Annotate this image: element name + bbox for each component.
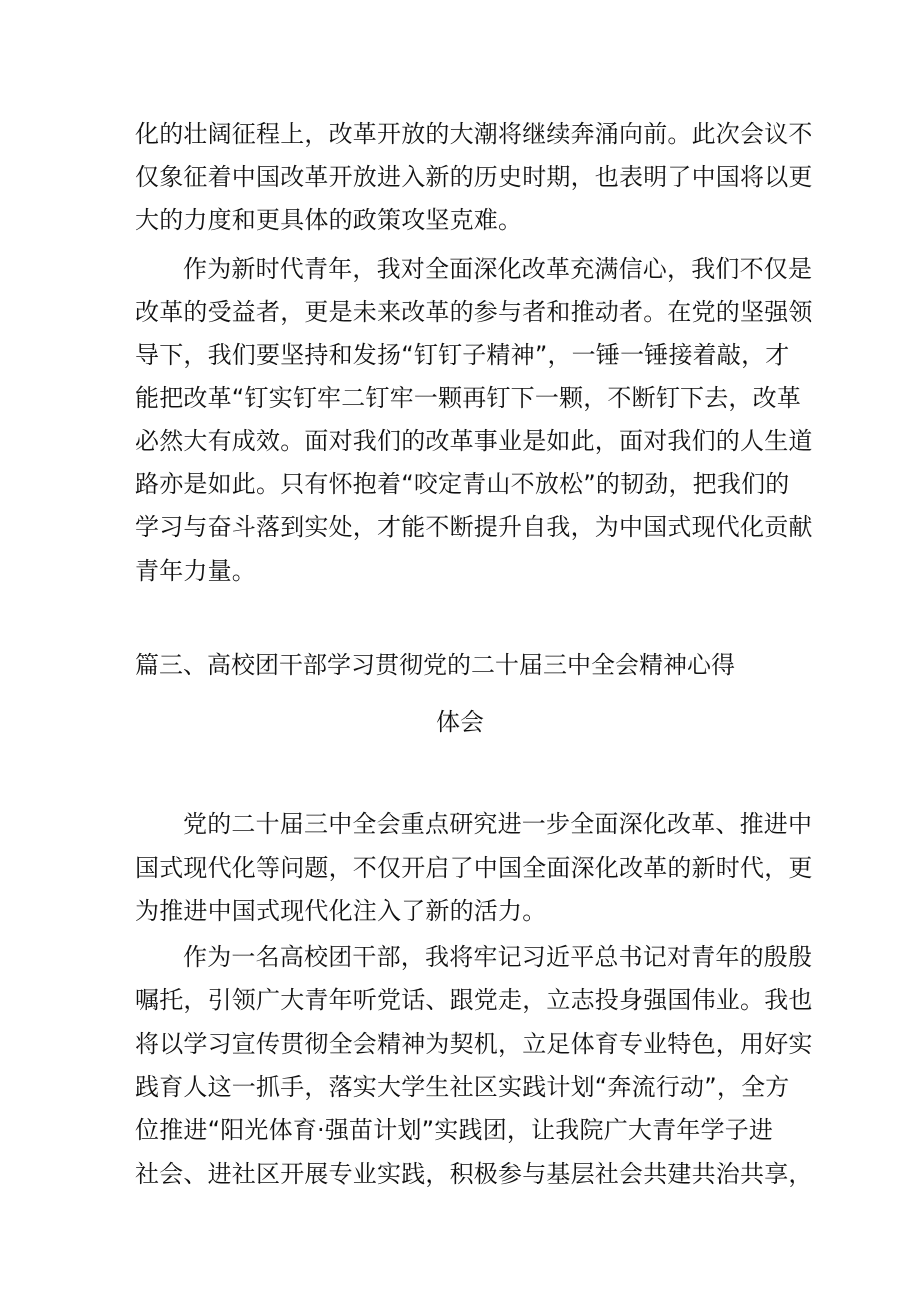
paragraph-2-line-5: 必然大有成效。面对我们的改革事业是如此，面对我们的人生道 <box>135 427 813 455</box>
section-heading-line-1: 篇三、高校团干部学习贯彻党的二十届三中全会精神心得 <box>135 651 735 679</box>
paragraph-2-line-3: 导下，我们要坚持和发扬“钉钉子精神”，一锤一锤接着敲，才 <box>135 341 790 369</box>
paragraph-1-line-1: 化的壮阔征程上，改革开放的大潮将继续奔涌向前。此次会议不 <box>135 120 813 148</box>
paragraph-2-line-4: 能把改革“钉实钉牢二钉牢一颗再钉下一颗，不断钉下去，改革 <box>135 384 802 412</box>
paragraph-3-line-2: 国式现代化等问题，不仅开启了中国全面深化改革的新时代，更 <box>135 854 813 882</box>
paragraph-4-line-3: 将以学习宣传贯彻全会精神为契机，立足体育专业特色，用好实 <box>135 1030 813 1058</box>
paragraph-3-line-1: 党的二十届三中全会重点研究进一步全面深化改革、推进中 <box>183 810 813 838</box>
paragraph-4-line-5: 位推进“阳光体育·强苗计划”实践团，让我院广大青年学子进 <box>135 1116 774 1144</box>
paragraph-4-line-2: 嘱托，引领广大青年听党话、跟党走，立志投身强国伟业。我也 <box>135 986 813 1014</box>
paragraph-2-line-7: 学习与奋斗落到实处，才能不断提升自我，为中国式现代化贡献 <box>135 513 813 541</box>
section-heading-line-2: 体会 <box>436 708 484 736</box>
paragraph-2-line-8: 青年力量。 <box>135 557 256 585</box>
paragraph-4-line-4: 践育人这一抓手，落实大学生社区实践计划“奔流行动”，全方 <box>135 1073 790 1101</box>
paragraph-3-line-3: 为推进中国式现代化注入了新的活力。 <box>135 897 547 925</box>
paragraph-4-line-1: 作为一名高校团干部，我将牢记习近平总书记对青年的殷殷 <box>183 943 813 971</box>
paragraph-2-line-6: 路亦是如此。只有怀抱着“咬定青山不放松”的韧劲，把我们的 <box>135 470 790 498</box>
paragraph-2-line-2: 改革的受益者，更是未来改革的参与者和推动者。在党的坚强领 <box>135 298 813 326</box>
paragraph-4-line-6: 社会、进社区开展专业实践，积极参与基层社会共建共治共享， <box>135 1160 813 1188</box>
paragraph-2-line-1: 作为新时代青年，我对全面深化改革充满信心，我们不仅是 <box>183 255 813 283</box>
paragraph-1-line-3: 大的力度和更具体的政策攻坚克难。 <box>135 206 523 234</box>
paragraph-1-line-2: 仅象征着中国改革开放进入新的历史时期，也表明了中国将以更 <box>135 163 813 191</box>
